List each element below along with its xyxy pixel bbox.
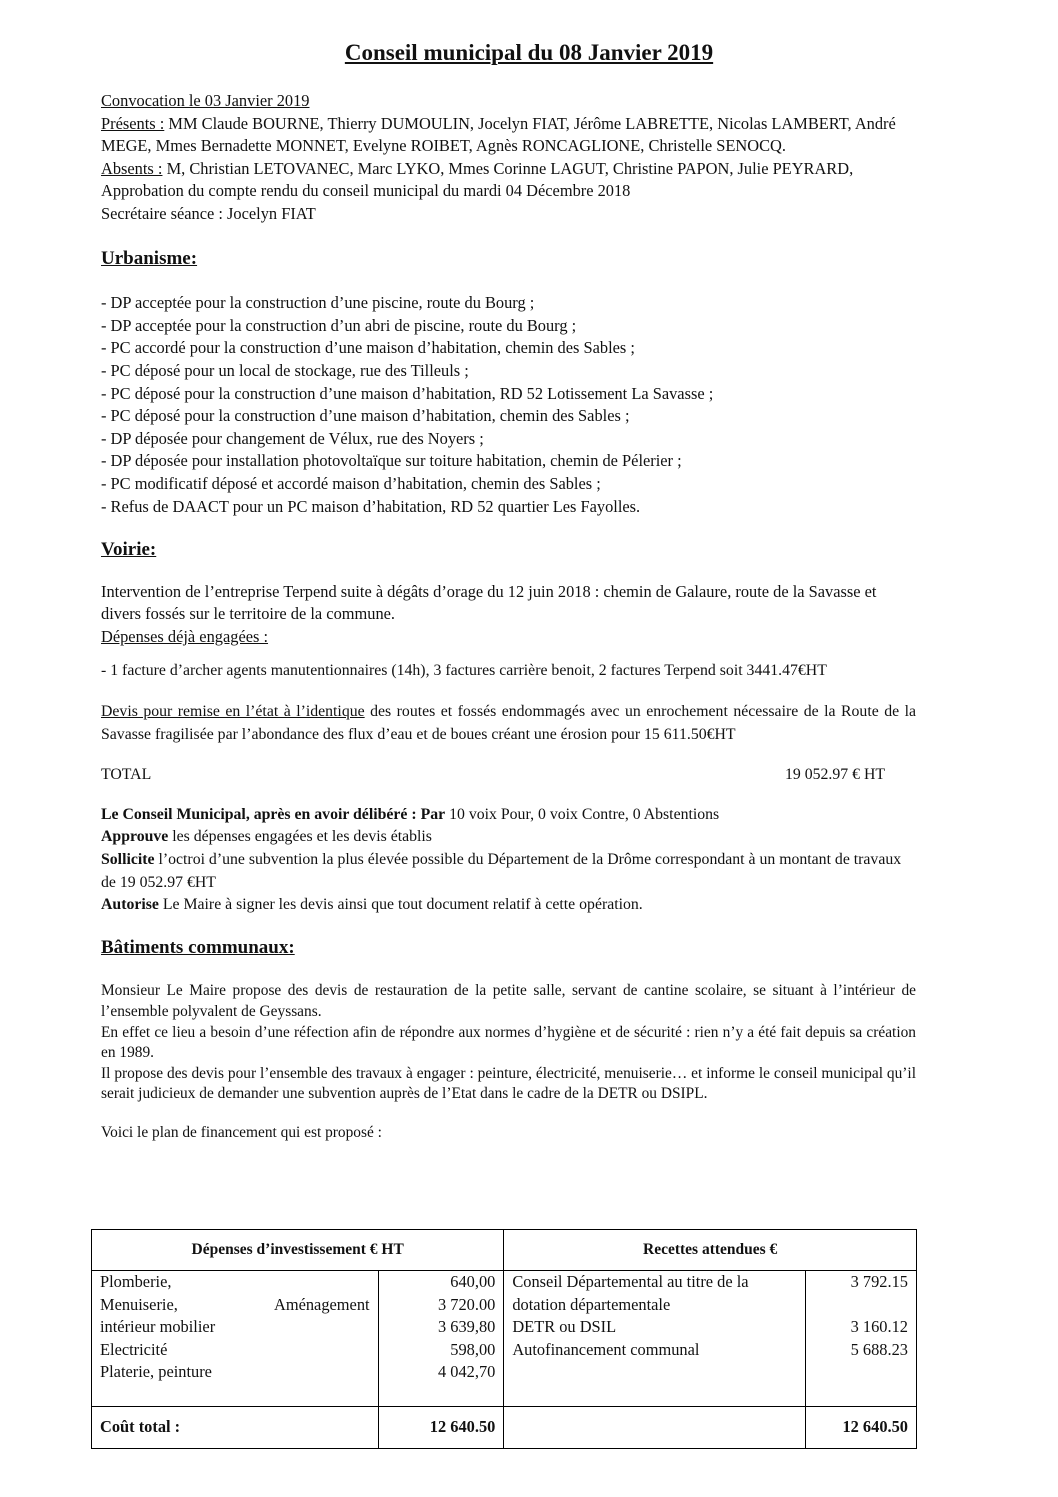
dep-label: intérieur mobilier <box>100 1317 216 1337</box>
dep-label: Menuiserie, <box>100 1294 178 1314</box>
sollicite-text: l’octroi d’une subvention la plus élevée possible du Département de la Drôme correspondant à un montant de travaux de 19 052.97 €HT <box>101 851 902 891</box>
devis-label: Devis pour remise en l’état à l’identique <box>101 703 365 721</box>
total-empty-cell <box>504 1407 806 1449</box>
dep-value: 4 042,70 <box>437 1362 496 1382</box>
list-item: - PC déposé pour la construction d’une maison d’habitation, RD 52 Lotissement La Savasse ; <box>101 383 714 403</box>
recettes-labels-cell <box>504 1271 806 1407</box>
dep-value: 598,00 <box>450 1339 496 1359</box>
recettes-values-cell <box>806 1271 917 1407</box>
rec-label: Autofinancement communal <box>512 1339 700 1359</box>
depenses-values-cell <box>378 1271 504 1407</box>
dep-label: Aménagement <box>274 1294 370 1314</box>
rec-value: 3 160.12 <box>850 1317 908 1337</box>
dep-value: 640,00 <box>450 1272 496 1291</box>
voirie-heading: Voirie: <box>101 539 157 561</box>
list-item: - DP déposée pour installation photovoltaïque sur toiture habitation, chemin de Pélerier ; <box>101 451 682 471</box>
autorise-text: Le Maire à signer les devis ainsi que tout document relatif à cette opération. <box>158 896 643 914</box>
table-total-row <box>92 1407 917 1449</box>
financing-table <box>91 1229 917 1449</box>
presents-paragraph <box>101 113 916 158</box>
table-row <box>92 1271 917 1407</box>
total-label: TOTAL <box>101 766 152 784</box>
approuve-bold: Approuve <box>101 828 169 846</box>
absents-label: Absents : <box>101 158 163 178</box>
page-title: Conseil municipal du 08 Janvier 2019 <box>344 40 714 65</box>
rec-label: dotation départementale <box>512 1294 671 1314</box>
deliberation-bold: Le Conseil Municipal, après en avoir délibéré : Par <box>101 805 446 823</box>
dep-label: Electricité <box>100 1339 168 1359</box>
depenses-labels-cell <box>92 1271 379 1407</box>
dep-label: Plomberie, <box>100 1272 172 1291</box>
list-item: - PC déposé pour la construction d’une maison d’habitation, chemin des Sables ; <box>101 406 630 426</box>
batiments-body <box>101 981 916 1143</box>
list-item: - PC modificatif déposé et accordé maison d’habitation, chemin des Sables ; <box>101 473 601 493</box>
urbanisme-heading: Urbanisme: <box>101 247 198 269</box>
table-header-row <box>92 1230 917 1271</box>
recettes-header: Recettes attendues € <box>504 1230 917 1271</box>
list-item: - DP acceptée pour la construction d’un abri de piscine, route du Bourg ; <box>101 315 577 335</box>
presents-text: MM Claude BOURNE, Thierry DUMOULIN, Jocelyn FIAT, Jérôme LABRETTE, Nicolas LAMBERT, André MEGE, Mmes Bernadette MONNET, Evelyne ROIBET, Agnès RONCAGLIONE, Christelle SENOCQ. <box>101 113 896 156</box>
rec-value: 5 688.23 <box>850 1339 908 1359</box>
total-cost-label: Coût total : <box>92 1407 379 1449</box>
voirie-intervention: Intervention de l’entreprise Terpend suite à dégâts d’orage du 12 juin 2018 : chemin de Galaure, route de la Savasse et divers fossés sur le territoire de la commune. <box>101 581 877 624</box>
absents-text: M, Christian LETOVANEC, Marc LYKO, Mmes Corinne LAGUT, Christine PAPON, Julie PEYRARD, <box>162 158 854 178</box>
total-value: 19 052.97 € HT <box>784 766 885 784</box>
list-item: - Refus de DAACT pour un PC maison d’habitation, RD 52 quartier Les Fayolles. <box>101 496 641 516</box>
factures-line: - 1 facture d’archer agents manutentionnaires (14h), 3 factures carrière benoit, 2 factures Terpend soit 3441.47€HT <box>101 662 827 680</box>
presents-label: Présents : <box>101 113 165 133</box>
approuve-line <box>101 826 916 849</box>
dep-label-line <box>100 1294 370 1317</box>
batiments-p3: Il propose des devis pour l’ensemble des travaux à engager : peinture, électricité, menuiserie… et informe le conseil municipal qu’il serait judicieux de demander une subvention auprès de l’Etat dans le cadre de la DETR ou DSIPL. <box>101 1064 916 1103</box>
depenses-label: Dépenses déjà engagées : <box>101 626 269 646</box>
rec-label: Conseil Départemental au titre de la <box>512 1272 749 1291</box>
rec-label: DETR ou DSIL <box>512 1317 617 1337</box>
autorise-line <box>101 894 916 917</box>
voirie-total-row <box>101 764 885 787</box>
document-body <box>101 90 916 1144</box>
approuve-text: les dépenses engagées et les devis établis <box>168 828 432 846</box>
list-item: - PC accordé pour la construction d’une maison d’habitation, chemin des Sables ; <box>101 338 635 358</box>
total-depenses: 12 640.50 <box>378 1407 504 1449</box>
dep-value: 3 639,80 <box>437 1317 496 1337</box>
list-item: - DP déposée pour changement de Vélux, rue des Noyers ; <box>101 428 484 448</box>
batiments-p1: Monsieur Le Maire propose des devis de restauration de la petite salle, servant de cantine scolaire, se situant à l’intérieur de l’ensemble polyvalent de Geyssans. <box>101 982 916 1020</box>
total-recettes: 12 640.50 <box>806 1407 917 1449</box>
list-item: - PC déposé pour un local de stockage, rue des Tilleuls ; <box>101 360 469 380</box>
deliberation-line <box>101 804 916 827</box>
dep-label: Platerie, peinture <box>100 1362 212 1382</box>
secretaire-line: Secrétaire séance : Jocelyn FIAT <box>101 203 316 223</box>
sollicite-line <box>101 849 916 894</box>
urbanisme-list <box>101 292 916 518</box>
plan-line: Voici le plan de financement qui est proposé : <box>101 1123 382 1141</box>
depenses-header: Dépenses d’investissement € HT <box>92 1230 504 1271</box>
rec-value: 3 792.15 <box>850 1272 908 1291</box>
devis-paragraph <box>101 701 916 746</box>
batiments-heading: Bâtiments communaux: <box>101 936 295 958</box>
absents-paragraph <box>101 158 916 181</box>
devis-text: des routes et fossés endommagés avec un enrochement nécessaire de la Route de la Savasse fragilisée par l’abondance des flux d’eau et de boues créant une érosion pour 15 611.50€HT <box>101 703 917 743</box>
deliberation-votes: 10 voix Pour, 0 voix Contre, 0 Abstentions <box>445 805 720 823</box>
batiments-p2: En effet ce lieu a besoin d’une réfection afin de répondre aux normes d’hygiène et de sécurité : rien n’y a été fait depuis sa création en 1989. <box>101 1023 916 1062</box>
approbation-line: Approbation du compte rendu du conseil municipal du mardi 04 Décembre 2018 <box>101 181 631 201</box>
convocation-line: Convocation le 03 Janvier 2019 <box>101 91 310 110</box>
autorise-bold: Autorise <box>101 896 159 914</box>
dep-value: 3 720.00 <box>437 1294 496 1314</box>
sollicite-bold: Sollicite <box>101 851 155 869</box>
list-item: - DP acceptée pour la construction d’une piscine, route du Bourg ; <box>101 293 535 313</box>
